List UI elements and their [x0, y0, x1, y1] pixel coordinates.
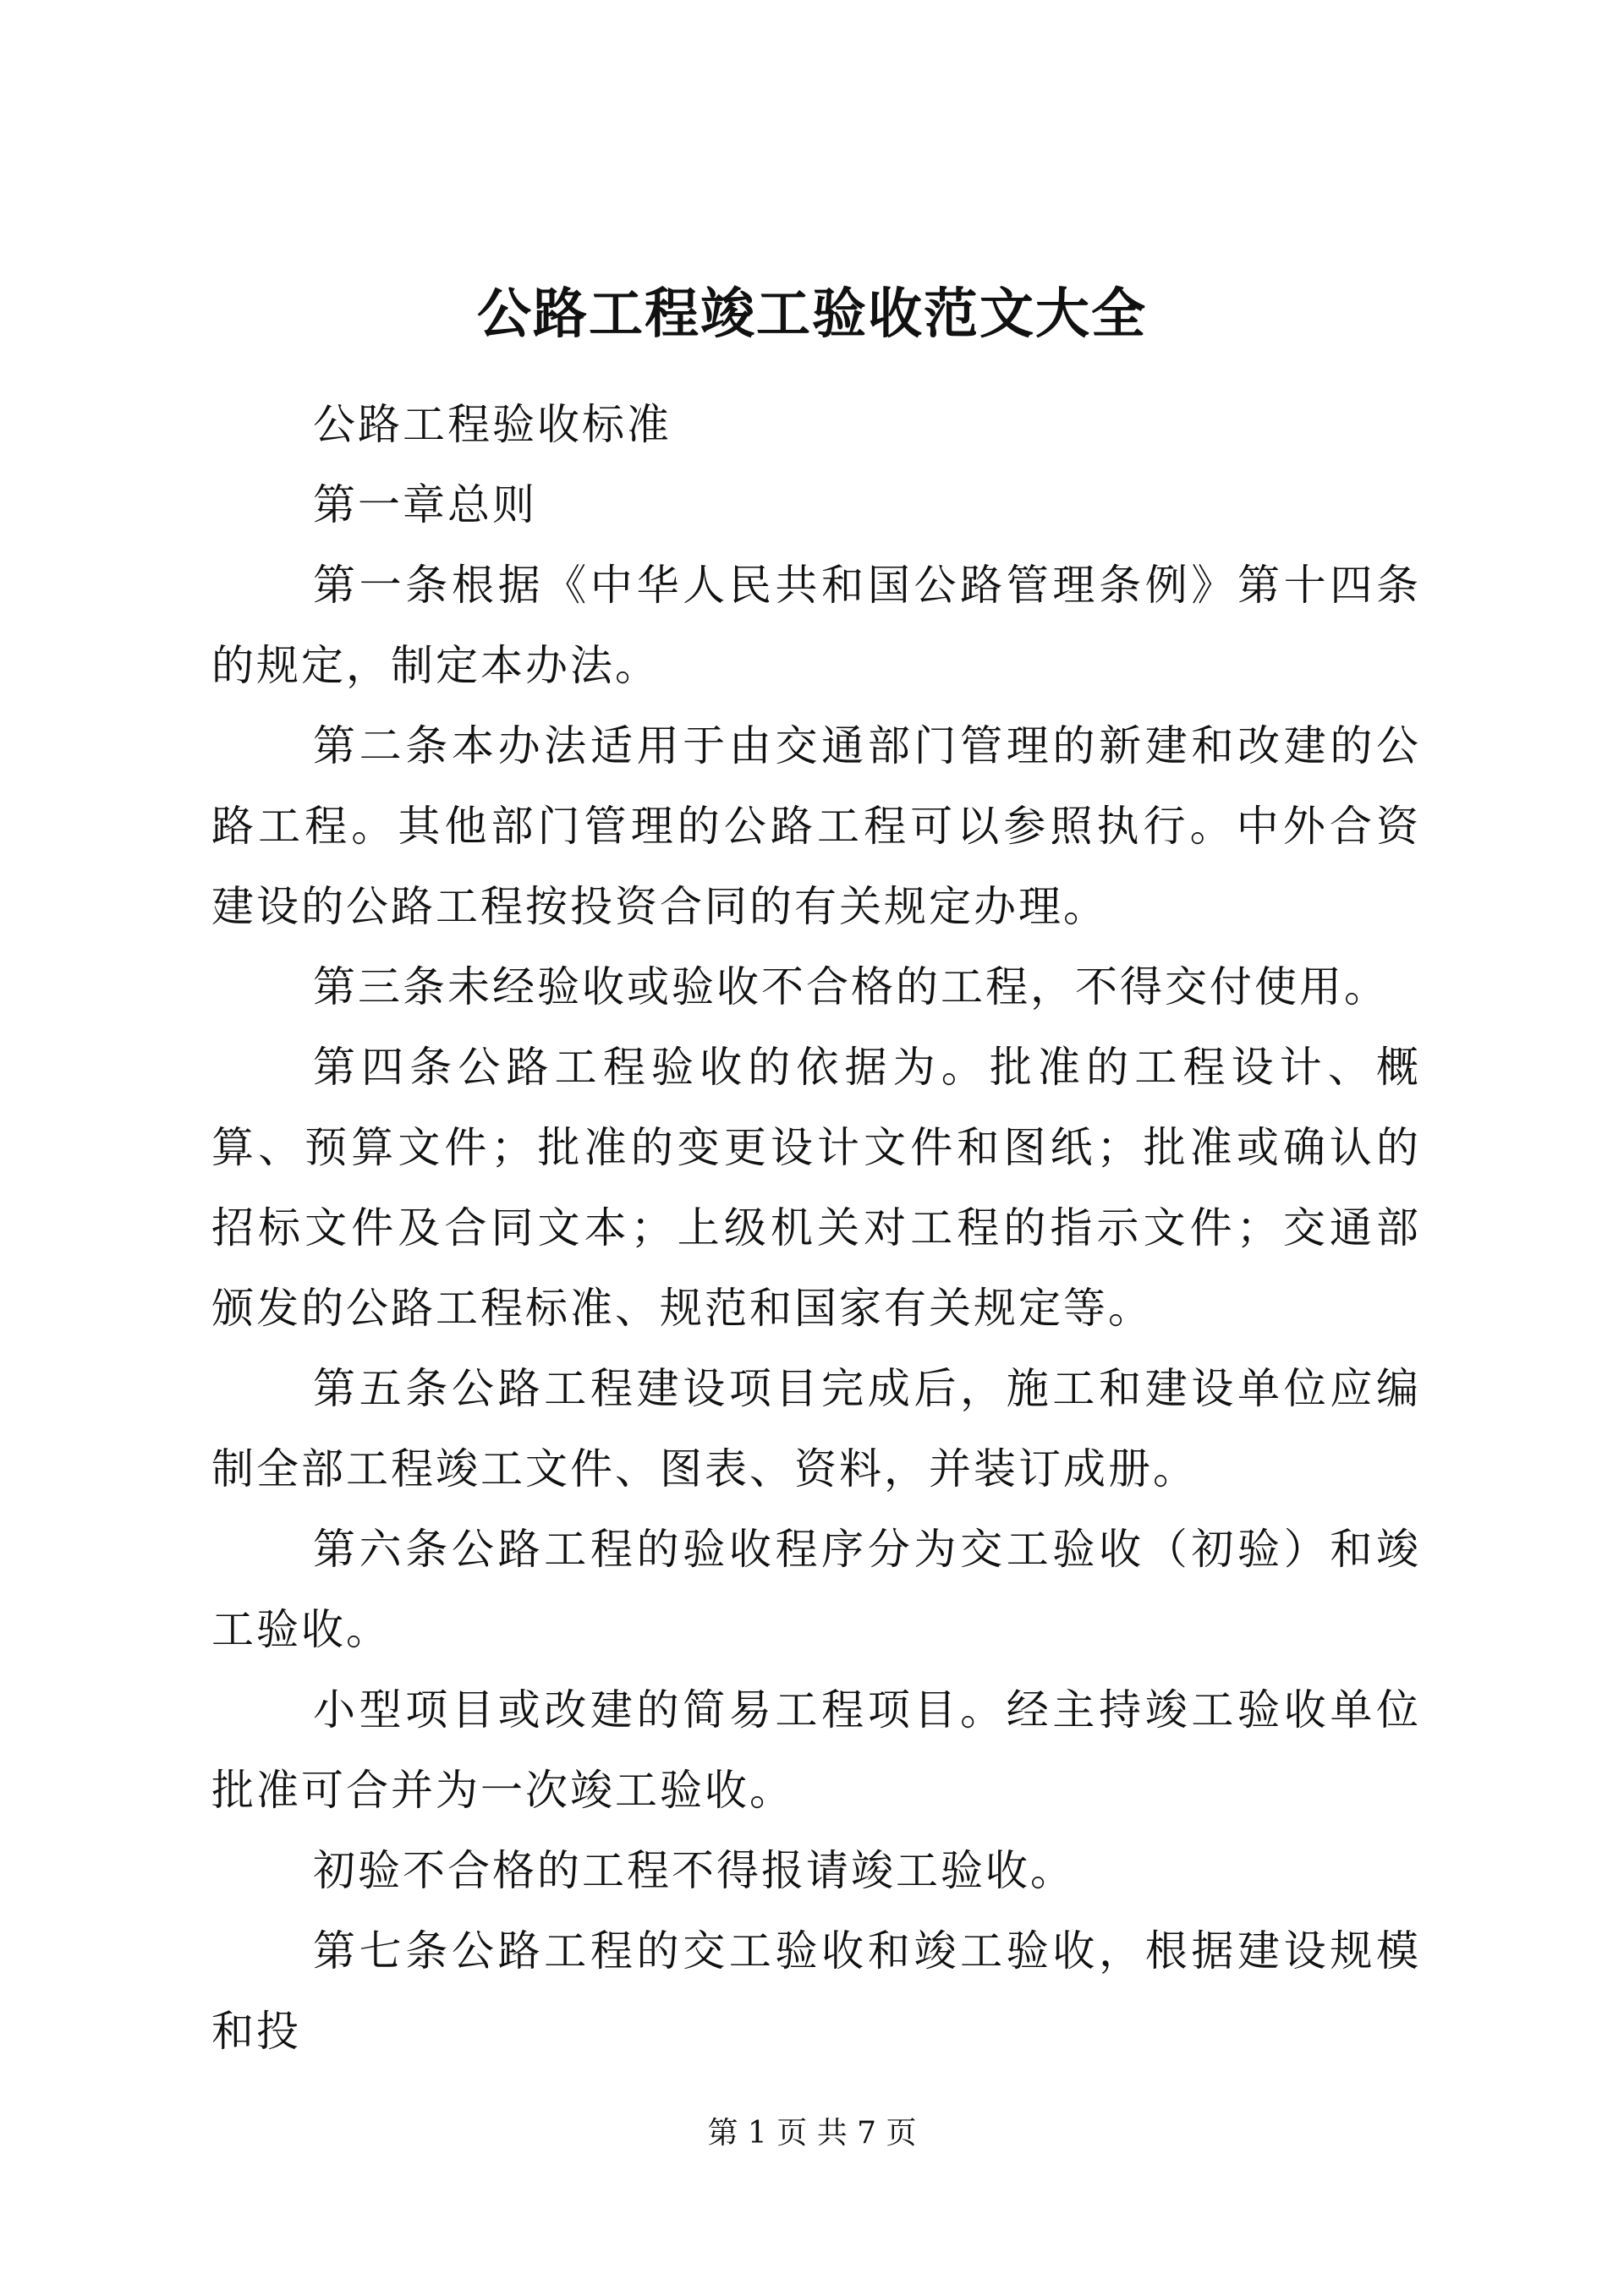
paragraph: 公路工程验收标准: [313, 400, 672, 449]
document-body: [211, 385, 1421, 2072]
paragraph: 第二条本办法适用于由交通部门管理的新建和改建的公路工程。其他部门管理的公路工程可以参照执行。中外合资建设的公路工程按投资合同的有关规定办理。: [211, 721, 1421, 931]
page-footer: 第 1 页 共 7 页: [707, 2116, 917, 2151]
paragraph: 小型项目或改建的简易工程项目。经主持竣工验收单位批准可合并为一次竣工验收。: [211, 1685, 1421, 1815]
paragraph: 第六条公路工程的验收程序分为交工验收（初验）和竣工验收。: [211, 1525, 1421, 1654]
paragraph: 第五条公路工程建设项目完成后，施工和建设单位应编制全部工程竣工文件、图表、资料，并装订成册。: [211, 1364, 1421, 1493]
paragraph: 第七条公路工程的交工验收和竣工验收，根据建设规模和投: [211, 1926, 1421, 2056]
paragraph: 第一章总则: [313, 480, 537, 529]
paragraph: 第三条未经验收或验收不合格的工程，不得交付使用。: [313, 962, 1389, 1011]
paragraph: 第一条根据《中华人民共和国公路管理条例》第十四条的规定，制定本办法。: [211, 561, 1421, 690]
document-title: 公路工程竣工验收范文大全: [477, 282, 1147, 346]
paragraph: 第四条公路工程验收的依据为。批准的工程设计、概算、预算文件；批准的变更设计文件和图纸；批准或确认的招标文件及合同文本；上级机关对工程的指示文件；交通部颁发的公路工程标准、规范和国家有关规定等。: [211, 1043, 1421, 1333]
paragraph: 初验不合格的工程不得报请竣工验收。: [313, 1846, 1075, 1895]
